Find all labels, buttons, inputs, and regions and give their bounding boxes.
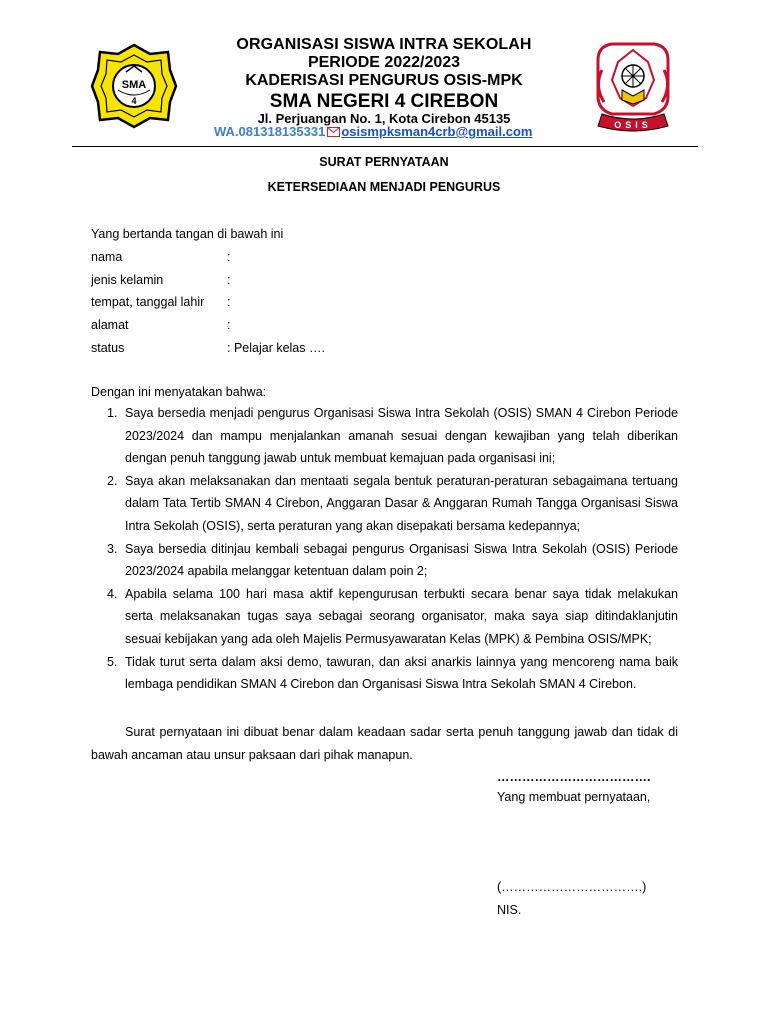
list-item-number: 5.: [107, 654, 118, 669]
document-title: SURAT PERNYATAAN: [319, 155, 449, 169]
field-label-ttl: tempat, tanggal lahir: [91, 295, 205, 309]
statement-lead: Dengan ini menyatakan bahwa:: [91, 385, 267, 399]
field-value-alamat[interactable]: :: [227, 318, 231, 332]
period: PERIODE 2022/2023: [307, 54, 461, 71]
crest-number: 4: [131, 96, 137, 106]
contact-line: [214, 124, 532, 139]
list-item-text: Saya akan melaksanakan dan mentaati segala bentuk peraturan-peraturan sebagaimana tertuang dalam Tata Tertib SMAN 4 Cirebon, Anggaran Dasar & Anggaran Rumah Tangga Organisasi Siswa Intra Sekolah (OSIS), serta peraturan yang akan disepakati bersama kedepannya;: [125, 473, 678, 533]
closing-paragraph: Surat pernyataan ini dibuat benar dalam keadaan sadar serta penuh tanggung jawab dan tidak di bawah ancaman atau unsur paksaan dari pihak manapun.: [91, 725, 678, 762]
school-address: Jl. Perjuangan No. 1, Kota Cirebon 45135: [257, 111, 511, 126]
field-label-alamat: alamat: [91, 318, 129, 332]
field-value-status[interactable]: : Pelajar kelas ….: [227, 341, 325, 355]
list-item-text: Saya bersedia ditinjau kembali sebagai pengurus Organisasi Siswa Intra Sekolah (OSIS) Periode 2023/2024 apabila melanggar ketentuan dalam poin 2;: [125, 541, 678, 579]
signature-nis: NIS.: [497, 903, 522, 917]
field-value-nama[interactable]: :: [227, 250, 231, 264]
signature-maker-label: Yang membuat pernyataan,: [497, 790, 651, 804]
document-subtitle: KETERSEDIAAN MENJADI PENGURUS: [267, 180, 501, 194]
intro-text: Yang bertanda tangan di bawah ini: [91, 227, 284, 241]
list-item-text: Saya bersedia menjadi pengurus Organisasi Siswa Intra Sekolah (OSIS) SMAN 4 Cirebon Periode 2023/2024 dan mampu menjalankan amanah sesuai dengan kewajiban yang telah diberikan dengan penuh tanggung jawab untuk membuat kemajuan pada organisasi ini;: [125, 406, 678, 466]
email-link[interactable]: osismpksman4crb@gmail.com: [341, 124, 533, 139]
signature-name-line[interactable]: (…………………………….): [497, 880, 647, 894]
list-item: [91, 402, 678, 470]
field-value-ttl[interactable]: :: [227, 295, 231, 309]
mail-icon: [327, 127, 340, 137]
list-item-number: 4.: [107, 586, 118, 601]
emblem-text: OSIS: [614, 120, 652, 130]
header-divider: [72, 146, 698, 147]
program-name: KADERISASI PENGURUS OSIS-MPK: [245, 72, 523, 89]
statement-list: [91, 402, 678, 696]
field-label-jenis-kelamin: jenis kelamin: [91, 273, 164, 287]
list-item: [91, 651, 678, 696]
list-item-number: 2.: [107, 473, 118, 488]
org-name: ORGANISASI SISWA INTRA SEKOLAH: [236, 36, 532, 53]
list-item: [91, 470, 678, 538]
whatsapp-number: WA.081318135331: [214, 124, 326, 139]
school-name: SMA NEGERI 4 CIREBON: [269, 91, 499, 112]
list-item: [91, 583, 678, 651]
list-item-text: Apabila selama 100 hari masa aktif kepengurusan terbukti secara benar saya tidak melakukan serta melaksanakan tugas saya sebagai seorang organisator, maka saya siap ditindaklanjutin sesuai kebijakan yang ada oleh Majelis Permusyawaratan Kelas (MPK) & Pembina OSIS/MPK;: [125, 586, 678, 646]
list-item-text: Tidak turut serta dalam aksi demo, tawuran, dan aksi anarkis lainnya yang mencoreng nama baik lembaga pendidikan SMAN 4 Cirebon dan Organisasi Siswa Intra Sekolah SMAN 4 Cirebon.: [125, 654, 678, 692]
field-label-nama: nama: [91, 250, 123, 264]
sma-4-cirebon-crest-icon: [90, 42, 178, 130]
list-item-number: 1.: [107, 406, 118, 420]
list-item-number: 3.: [107, 541, 118, 556]
crest-text: SMA: [121, 79, 147, 91]
list-item: [91, 538, 678, 583]
field-value-jenis-kelamin[interactable]: :: [227, 273, 231, 287]
osis-emblem-icon: [588, 40, 678, 134]
signature-date-line[interactable]: ……………………………….: [497, 770, 651, 784]
field-label-status: status: [91, 341, 125, 355]
